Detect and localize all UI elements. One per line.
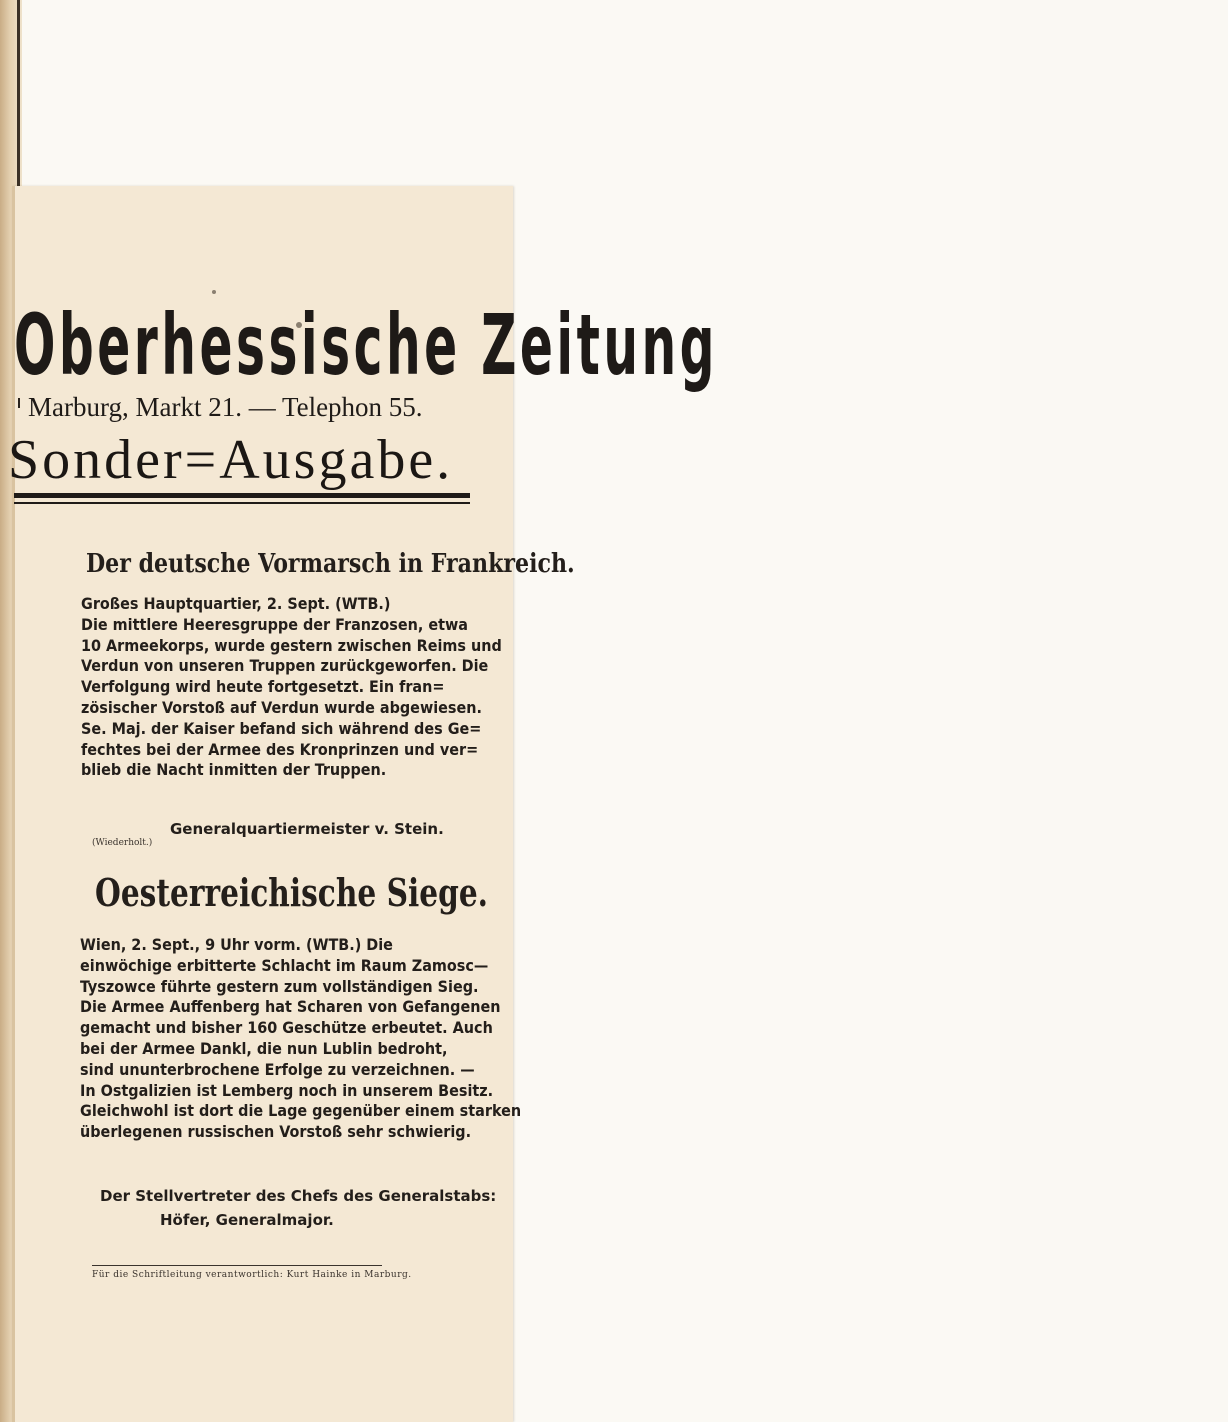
article1-line: zösischer Vorstoß auf Verdun wurde abgewiesen. [81,697,482,717]
article1-line: 10 Armeekorps, wurde gestern zwischen Reims und [81,635,502,655]
article1-signature: Generalquartiermeister v. Stein. [170,820,444,838]
masthead-title: Oberhessische Zeitung [14,296,719,394]
paper-speck [212,290,216,294]
article1-line: Se. Maj. der Kaiser befand sich während des Ge= [81,718,482,738]
article1-line: blieb die Nacht inmitten der Truppen. [81,760,387,780]
article2-body [80,935,522,1143]
article1-line: Verdun von unseren Truppen zurückgeworfen. Die [81,656,489,676]
repeated-note: (Wiederholt.) [92,838,153,848]
binding-line [17,0,20,190]
article1-body [81,594,502,781]
article1-line: Verfolgung wird heute fortgesetzt. Ein fran= [81,677,445,697]
article2-line: überlegenen russischen Vorstoß sehr schwierig. [80,1122,472,1142]
article1-line: Die mittlere Heeresgruppe der Franzosen, etwa [81,614,469,634]
masthead-rule-thin [14,502,470,504]
masthead-address: Marburg, Markt 21. — Telephon 55. [28,392,423,422]
address-tick-mark [18,398,20,408]
article2-line: gemacht und bisher 160 Geschütze erbeutet. Auch [80,1018,493,1038]
article1-headline: Der deutsche Vormarsch in Frankreich. [86,549,575,579]
masthead [14,296,719,394]
article2-line: Tyszowce führte gestern zum vollständigen Sieg. [80,976,479,996]
article2-line: Wien, 2. Sept., 9 Uhr vorm. (WTB.) Die [80,935,393,954]
article2-headline: Oesterreichische Siege. [95,870,489,915]
article1-line: fechtes bei der Armee des Kronprinzen und ver= [81,739,479,759]
article2-signature-name: Höfer, Generalmajor. [160,1211,334,1229]
masthead-rule-thick [14,493,470,498]
article2-line: Die Armee Auffenberg hat Scharen von Gefangenen [80,997,501,1017]
footer-imprint: Für die Schriftleitung verantwortlich: Kurt Hainke in Marburg. [92,1270,412,1280]
article1-line: Großes Hauptquartier, 2. Sept. (WTB.) [81,594,391,613]
article2-line: bei der Armee Dankl, die nun Lublin bedroht, [80,1038,448,1058]
article2-line: einwöchige erbitterte Schlacht im Raum Zamosc— [80,955,489,975]
article2-line: sind ununterbrochene Erfolge zu verzeichnen. — [80,1059,475,1079]
article2-line: In Ostgalizien ist Lemberg noch in unserem Besitz. [80,1080,494,1100]
edition-title: Sonder=Ausgabe. [8,429,454,491]
article2-line: Gleichwohl ist dort die Lage gegenüber einem starken [80,1101,522,1121]
footer-rule [92,1265,382,1266]
article2-signature-title: Der Stellvertreter des Chefs des Generalstabs: [100,1187,497,1205]
